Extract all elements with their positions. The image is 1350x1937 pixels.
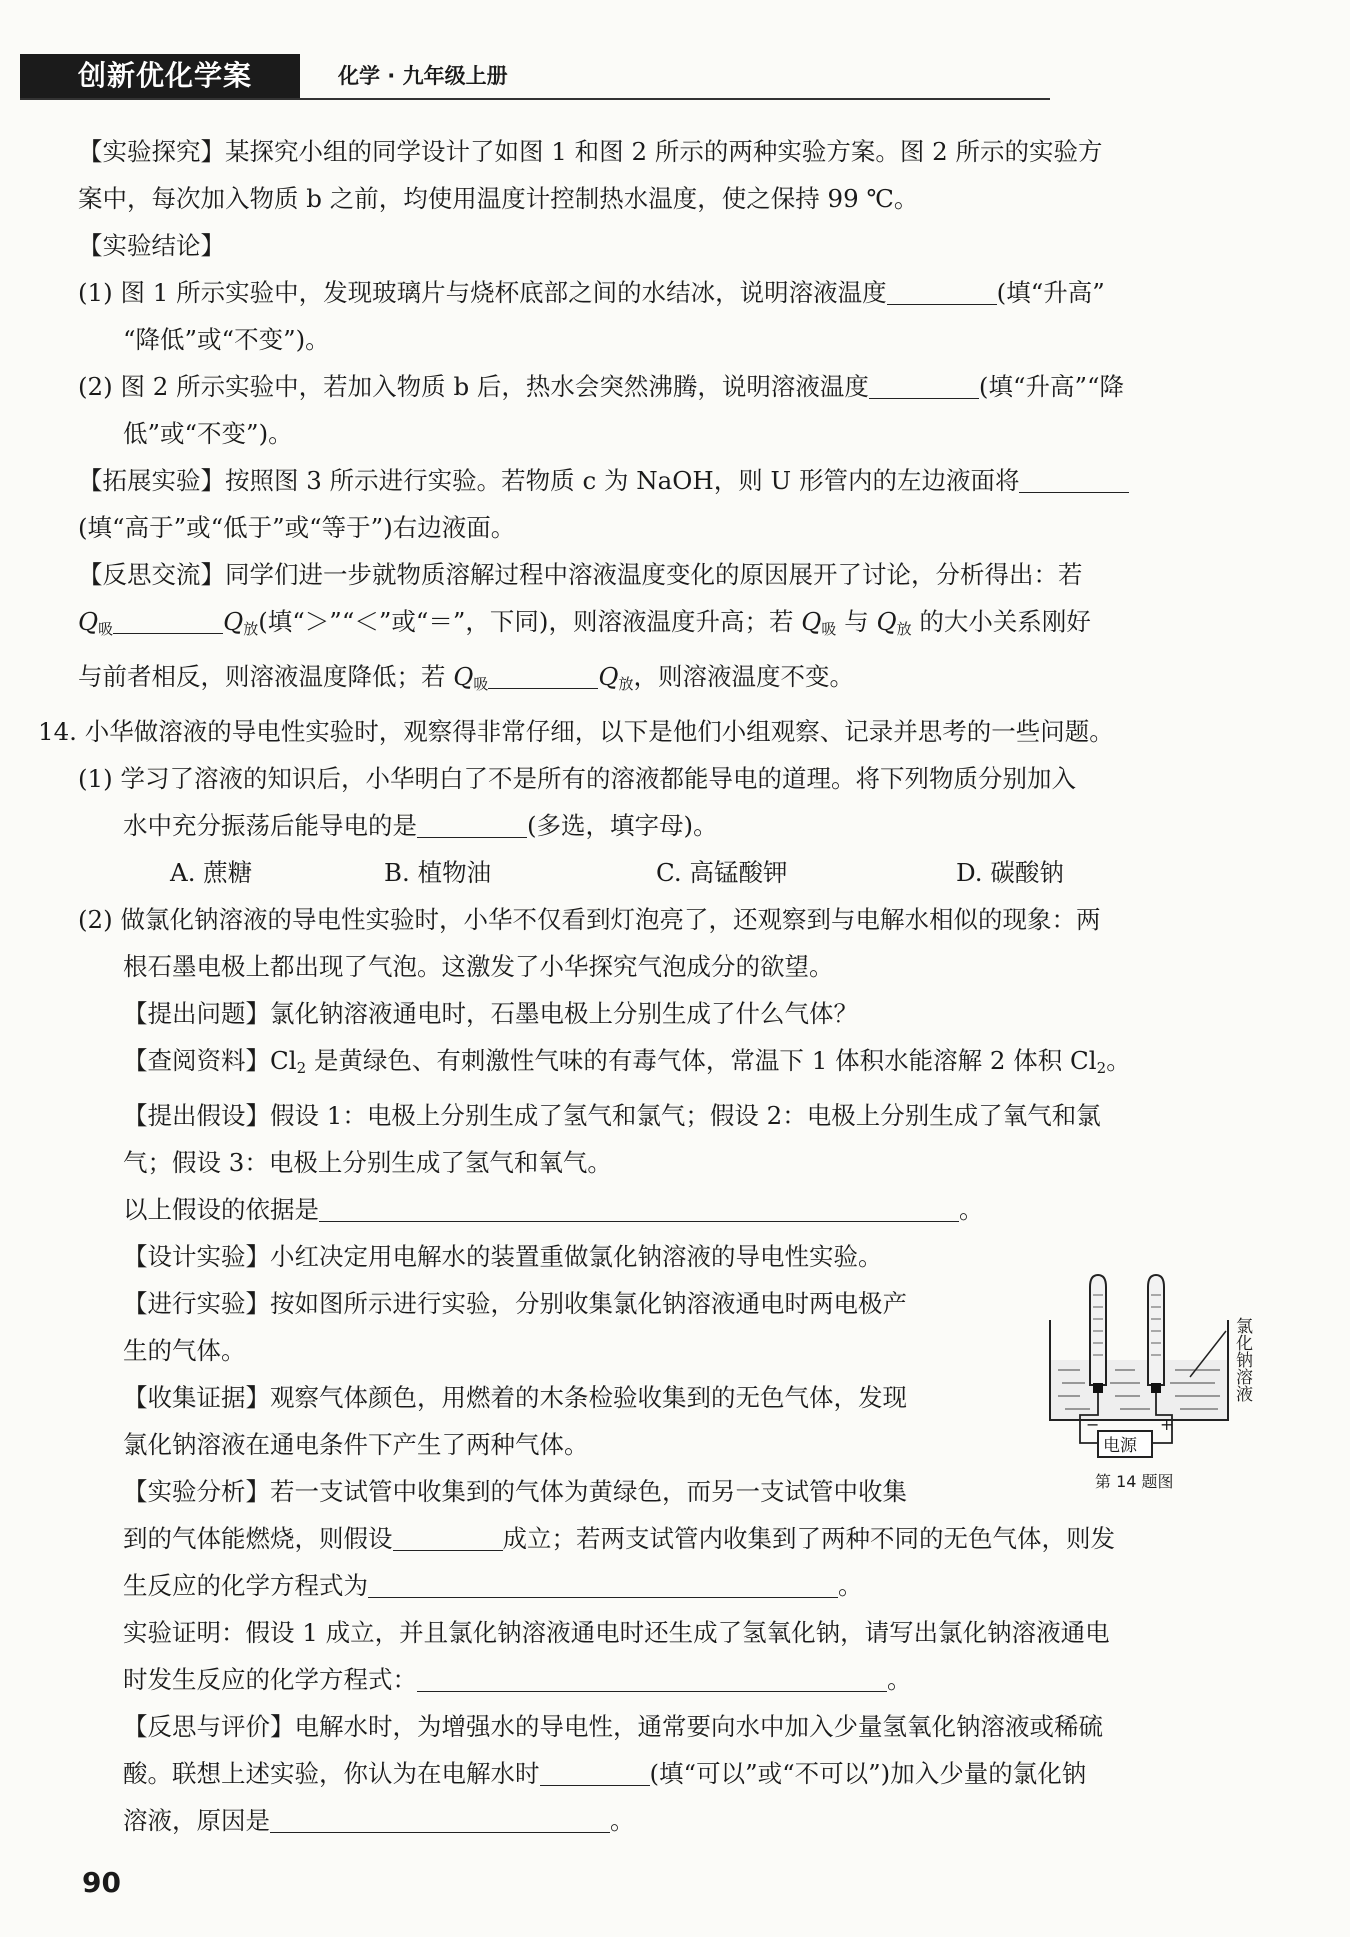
- text-line: 氯化钠溶液在通电条件下产生了两种气体。: [123, 1430, 589, 1459]
- ask-question: 【提出问题】氯化钠溶液通电时，石墨电极上分别生成了什么气体？: [123, 999, 858, 1028]
- text-line: 与前者相反，则溶液温度降低；若 $Q_吸$ $Q_放$，则溶液温度不变。: [78, 662, 855, 693]
- page-number: 90: [82, 1866, 121, 1899]
- book-subtitle: 化学 · 九年级上册: [338, 64, 508, 88]
- question-14-1: (1) 学习了溶液的知识后，小华明白了不是所有的溶液都能导电的道理。将下列物质分别加入: [78, 764, 1076, 793]
- text-line: 【实验探究】某探究小组的同学设计了如图 1 和图 2 所示的两种实验方案。图 2 所示的实验方: [78, 137, 1103, 166]
- answer-blank[interactable]: [368, 1569, 838, 1598]
- evaluation: 【反思与评价】电解水时，为增强水的导电性，通常要向水中加入少量氢氧化钠溶液或稀硫: [123, 1712, 1103, 1741]
- text-line: (填“高于”或“低于”或“等于”)右边液面。: [78, 513, 516, 542]
- reference: 【查阅资料】$Cl_2$ 是黄绿色、有刺激性气味的有毒气体，常温下 1 体积水能溶解 2 体积 $Cl_2$。: [123, 1046, 1131, 1077]
- choice-list: [78, 849, 1258, 896]
- basis: 以上假设的依据是 。: [123, 1195, 984, 1224]
- text-line: 水中充分振荡后能导电的是 (多选，填字母)。: [123, 811, 718, 840]
- text-line: 生反应的化学方程式为 。: [123, 1571, 863, 1600]
- power-supply-label: 电源: [1103, 1436, 1137, 1456]
- brand-banner: 创新优化学案: [20, 54, 300, 98]
- analysis: 【实验分析】若一支试管中收集到的气体为黄绿色，而另一支试管中收集: [123, 1477, 907, 1506]
- answer-blank[interactable]: [393, 1522, 503, 1551]
- text-line: 时发生反应的化学方程式： 。: [123, 1665, 912, 1694]
- answer-blank[interactable]: [417, 1663, 887, 1692]
- page-header: [20, 54, 1310, 98]
- header-divider: [20, 98, 1050, 100]
- hypothesis: 【提出假设】假设 1：电极上分别生成了氢气和氯气；假设 2：电极上分别生成了氧气和氯: [123, 1101, 1101, 1130]
- figure-caption: 第 14 题图: [1095, 1472, 1174, 1491]
- question-1: (1) 图 1 所示实验中，发现玻璃片与烧杯底部之间的水结冰，说明溶液温度 (填“升高”: [78, 278, 1105, 307]
- answer-blank[interactable]: [1019, 464, 1129, 493]
- text-line: 气；假设 3：电极上分别生成了氢气和氧气。: [123, 1148, 612, 1177]
- text-line: 低”或“不变”)。: [123, 419, 293, 448]
- answer-blank[interactable]: [869, 370, 979, 399]
- question-14-2: (2) 做氯化钠溶液的导电性实验时，小华不仅看到灯泡亮了，还观察到与电解水相似的现象：两: [78, 905, 1101, 934]
- choice-a[interactable]: A. 蔗糖: [170, 858, 253, 887]
- answer-blank[interactable]: [319, 1193, 959, 1222]
- answer-blank[interactable]: [488, 660, 598, 689]
- text-line: “降低”或“不变”)。: [123, 325, 330, 354]
- text-line: 到的气体能燃烧，则假设 成立；若两支试管内收集到了两种不同的无色气体，则发: [123, 1524, 1115, 1553]
- answer-blank[interactable]: [417, 809, 527, 838]
- choice-b[interactable]: B. 植物油: [384, 858, 492, 887]
- text-line: 酸。联想上述实验，你认为在电解水时 (填“可以”或“不可以”)加入少量的氯化钠: [123, 1759, 1087, 1788]
- reflection-q: $Q_吸$ $Q_放$(填“＞”“＜”或“＝”，下同)，则溶液温度升高；若 $Q_吸$ 与 $Q_放$ 的大小关系刚好: [78, 607, 1091, 638]
- choice-d[interactable]: D. 碳酸钠: [956, 858, 1064, 887]
- plus-sign: +: [1160, 1415, 1174, 1434]
- proof: 实验证明：假设 1 成立，并且氯化钠溶液通电时还生成了氢氧化钠，请写出氯化钠溶液通电: [123, 1618, 1110, 1647]
- minus-sign: −: [1086, 1415, 1100, 1434]
- answer-blank[interactable]: [887, 276, 997, 305]
- reflection: 【反思交流】同学们进一步就物质溶解过程中溶液温度变化的原因展开了讨论，分析得出：若: [78, 560, 1083, 589]
- design: 【设计实验】小红决定用电解水的装置重做氯化钠溶液的导电性实验。: [123, 1242, 883, 1271]
- section-heading: 【实验结论】: [78, 231, 225, 260]
- page-content: [38, 128, 1258, 1844]
- text-line: 溶液，原因是 。: [123, 1806, 635, 1835]
- electrolysis-figure: [1040, 1265, 1270, 1495]
- answer-blank[interactable]: [113, 605, 223, 634]
- text-line: 案中，每次加入物质 b 之前，均使用温度计控制热水温度，使之保持 99 ℃。: [78, 184, 919, 213]
- procedure: 【进行实验】按如图所示进行实验，分别收集氯化钠溶液通电时两电极产: [123, 1289, 907, 1318]
- text-line: 根石墨电极上都出现了气泡。这激发了小华探究气泡成分的欲望。: [123, 952, 834, 981]
- question-14: 14. 小华做溶液的导电性实验时，观察得非常仔细，以下是他们小组观察、记录并思考的一些问题。: [38, 717, 1114, 746]
- solution-label: 氯化钠溶液: [1232, 1317, 1252, 1402]
- extension-experiment: 【拓展实验】按照图 3 所示进行实验。若物质 c 为 NaOH，则 U 形管内的左边液面将: [78, 457, 1258, 504]
- answer-blank[interactable]: [540, 1757, 650, 1786]
- text-line: 生的气体。: [123, 1336, 246, 1365]
- answer-blank[interactable]: [270, 1804, 610, 1833]
- choice-c[interactable]: C. 高锰酸钾: [656, 858, 788, 887]
- evidence: 【收集证据】观察气体颜色，用燃着的木条检验收集到的无色气体，发现: [123, 1383, 907, 1412]
- question-2: (2) 图 2 所示实验中，若加入物质 b 后，热水会突然沸腾，说明溶液温度 (填“升高”“降: [78, 372, 1125, 401]
